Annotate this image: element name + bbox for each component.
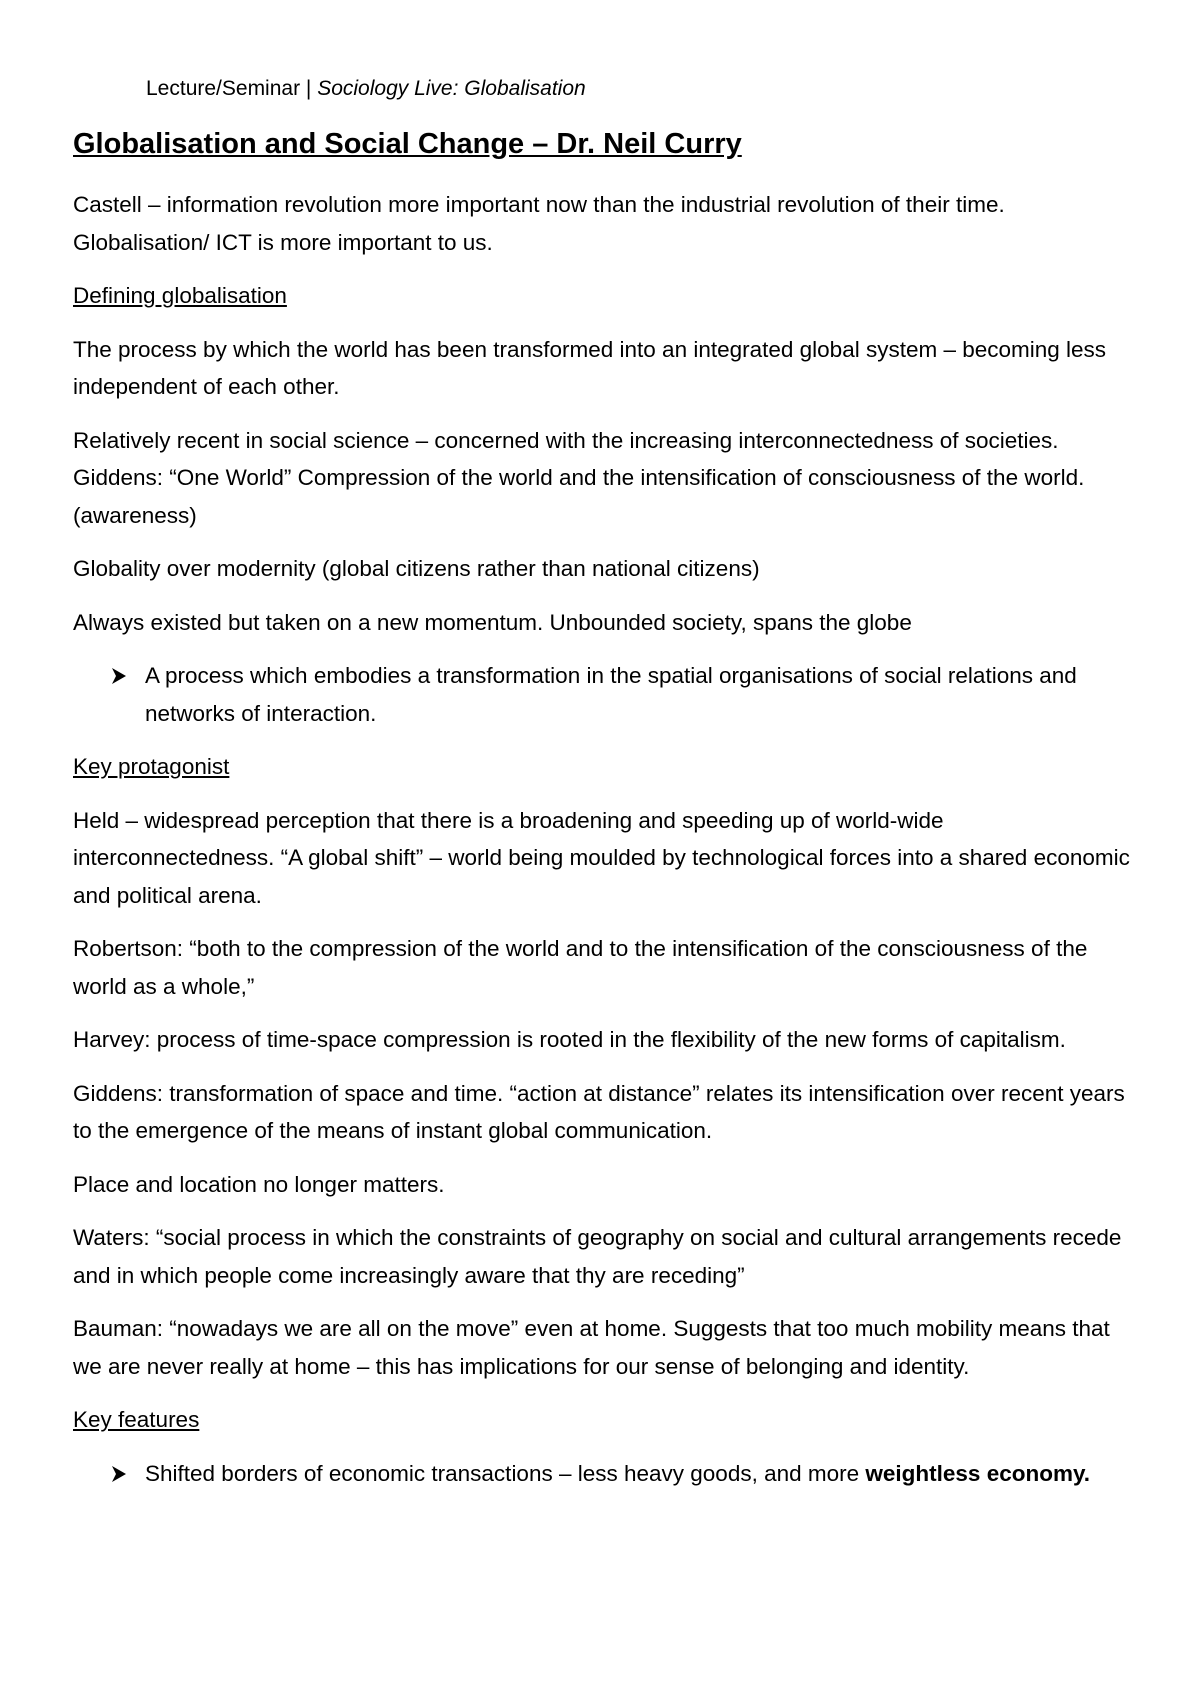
page-header [146,74,586,104]
section-heading-defining: Defining globalisation [73,283,287,308]
defining-paragraph-4: Always existed but taken on a new momentum. Unbounded society, spans the globe [73,609,912,635]
features-bullet-text: Shifted borders of economic transactions – less heavy goods, and more [145,1460,866,1486]
defining-paragraph-3: Globality over modernity (global citizens rather than national citizens) [73,556,760,581]
defining-bullet-text: A process which embodies a transformation in the spatial organisations of social relations and networks of interaction. [145,663,1077,726]
defining-paragraph-2: Relatively recent in social science – concerned with the increasing interconnectedness of societies. Giddens: “One World” Compression of the world and the intensification of consciousness of the world. (awareness) [73,427,1085,528]
arrow-bullet-icon [109,1464,129,1484]
features-bullet-bold: weightless economy. [865,1460,1091,1486]
protagonist-paragraph-1: Held – widespread perception that there is a broadening and speeding up of world-wide interconnectedness. “A global shift” – world being moulded by technological forces into a shared economic and political arena. [73,807,1130,908]
arrow-bullet-icon [109,666,129,686]
protagonist-paragraph-6: Waters: “social process in which the constraints of geography on social and cultural arrangements recede and in which people come increasingly aware that thy are receding” [73,1225,1122,1288]
section-heading-features: Key features [73,1407,200,1432]
protagonist-paragraph-2: Robertson: “both to the compression of the world and to the intensification of the consciousness of the world as a whole,” [73,936,1088,999]
features-bullet [73,1455,1133,1493]
defining-paragraph-1: The process by which the world has been transformed into an integrated global system – becoming less independent of each other. [73,336,1107,399]
protagonist-paragraph-5: Place and location no longer matters. [73,1171,445,1197]
header-course: Sociology Live: Globalisation [317,77,586,100]
protagonist-paragraph-7: Bauman: “nowadays we are all on the move” even at home. Suggests that too much mobility means that we are never really at home – this has implications for our sense of belonging and identity. [73,1316,1110,1379]
header-prefix: Lecture/Seminar | [146,77,318,100]
document-body [73,186,1133,1508]
intro-paragraph: Castell – information revolution more important now than the industrial revolution of their time. Globalisation/ ICT is more important to us. [73,192,1005,255]
protagonist-paragraph-3: Harvey: process of time-space compression is rooted in the flexibility of the new forms of capitalism. [73,1027,1066,1052]
section-heading-protagonist: Key protagonist [73,754,230,779]
page-title: Globalisation and Social Change – Dr. Neil Curry [73,128,742,160]
defining-bullet [73,657,1133,732]
protagonist-paragraph-4: Giddens: transformation of space and time. “action at distance” relates its intensification over recent years to the emergence of the means of instant global communication. [73,1080,1125,1143]
